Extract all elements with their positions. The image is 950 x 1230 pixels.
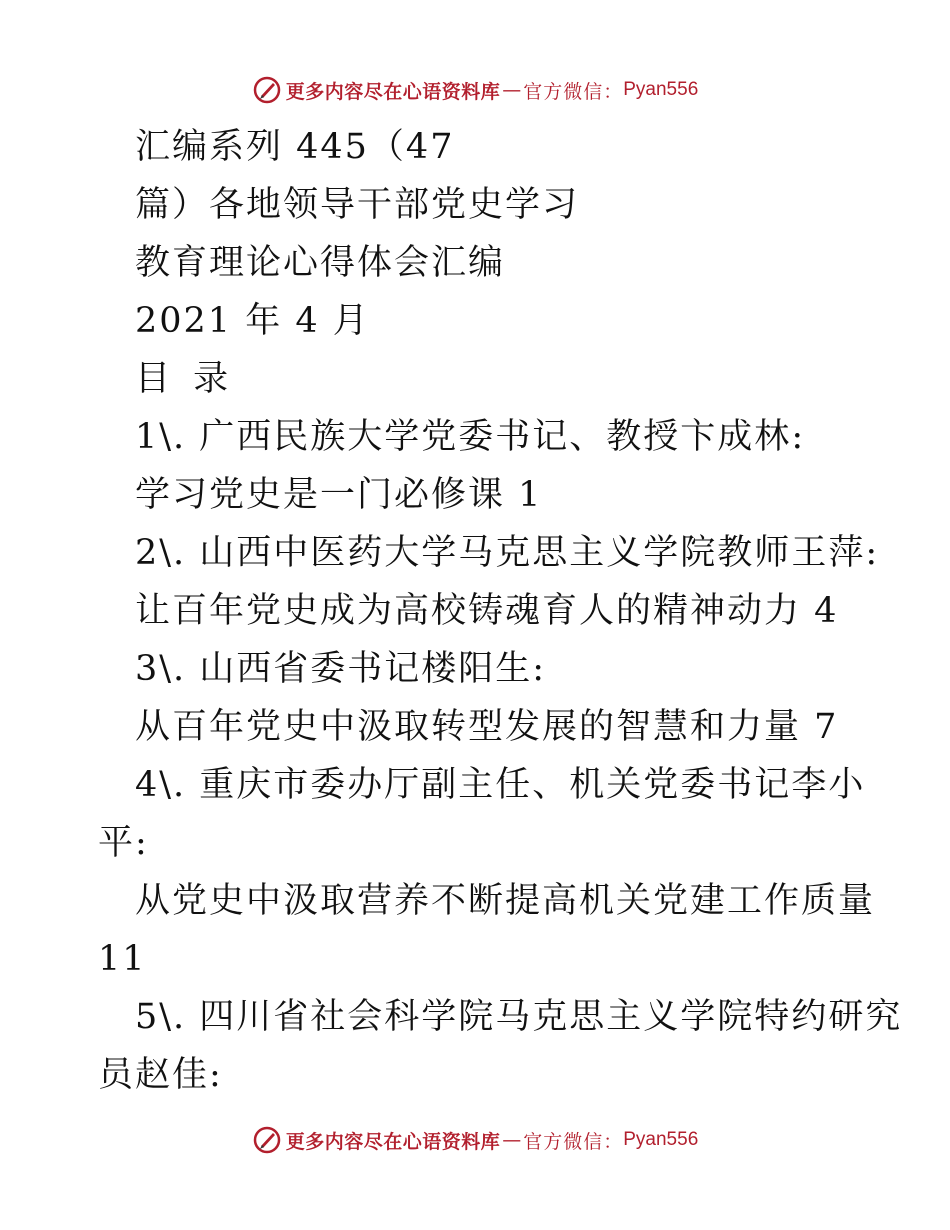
watermark-account-label: 官方微信：: [523, 80, 624, 103]
toc-entry-3-author: 3\. 山西省委书记楼阳生:: [135, 649, 547, 689]
toc-entry-4-author-cont: 平:: [98, 823, 149, 863]
watermark-account-id: Pyan556: [623, 1129, 699, 1150]
header-watermark: [0, 72, 950, 108]
toc-entry-4-title: 从党史中汲取营养不断提高机关党建工作质量: [135, 881, 876, 921]
watermark-dash: —: [502, 1129, 522, 1151]
watermark-dash: —: [502, 79, 522, 101]
toc-heading: 目 录: [135, 359, 235, 399]
toc-entry-4-page: 11: [98, 939, 147, 979]
doc-title-line-1: 汇编系列 445（47: [135, 127, 455, 167]
toc-entry-4-author: 4\. 重庆市委办厅副主任、机关党委书记李小: [135, 765, 866, 805]
doc-title-line-3: 教育理论心得体会汇编: [135, 243, 506, 283]
toc-entry-1-title: 学习党史是一门必修课 1: [135, 475, 543, 515]
footer-watermark: [0, 1122, 950, 1158]
toc-entry-2-author: 2\. 山西中医药大学马克思主义学院教师王萍:: [135, 533, 880, 573]
quill-logo-icon: [252, 1125, 282, 1155]
quill-logo-icon: [252, 75, 282, 105]
watermark-text: 更多内容尽在心语资料库: [285, 80, 501, 103]
toc-entry-5-author-cont: 员赵佳:: [98, 1055, 223, 1095]
toc-entry-1-author: 1\. 广西民族大学党委书记、教授卞成林:: [135, 417, 806, 457]
toc-entry-3-title: 从百年党史中汲取转型发展的智慧和力量 7: [135, 707, 839, 747]
watermark-account-label: 官方微信：: [523, 1130, 624, 1153]
toc-entry-2-title: 让百年党史成为高校铸魂育人的精神动力 4: [135, 591, 839, 631]
doc-date: 2021 年 4 月: [135, 301, 370, 341]
toc-entry-5-author: 5\. 四川省社会科学院马克思主义学院特约研究: [135, 997, 903, 1037]
watermark-text: 更多内容尽在心语资料库: [285, 1130, 501, 1153]
doc-title-line-2: 篇）各地领导干部党史学习: [135, 185, 580, 225]
watermark-account-id: Pyan556: [623, 79, 699, 100]
